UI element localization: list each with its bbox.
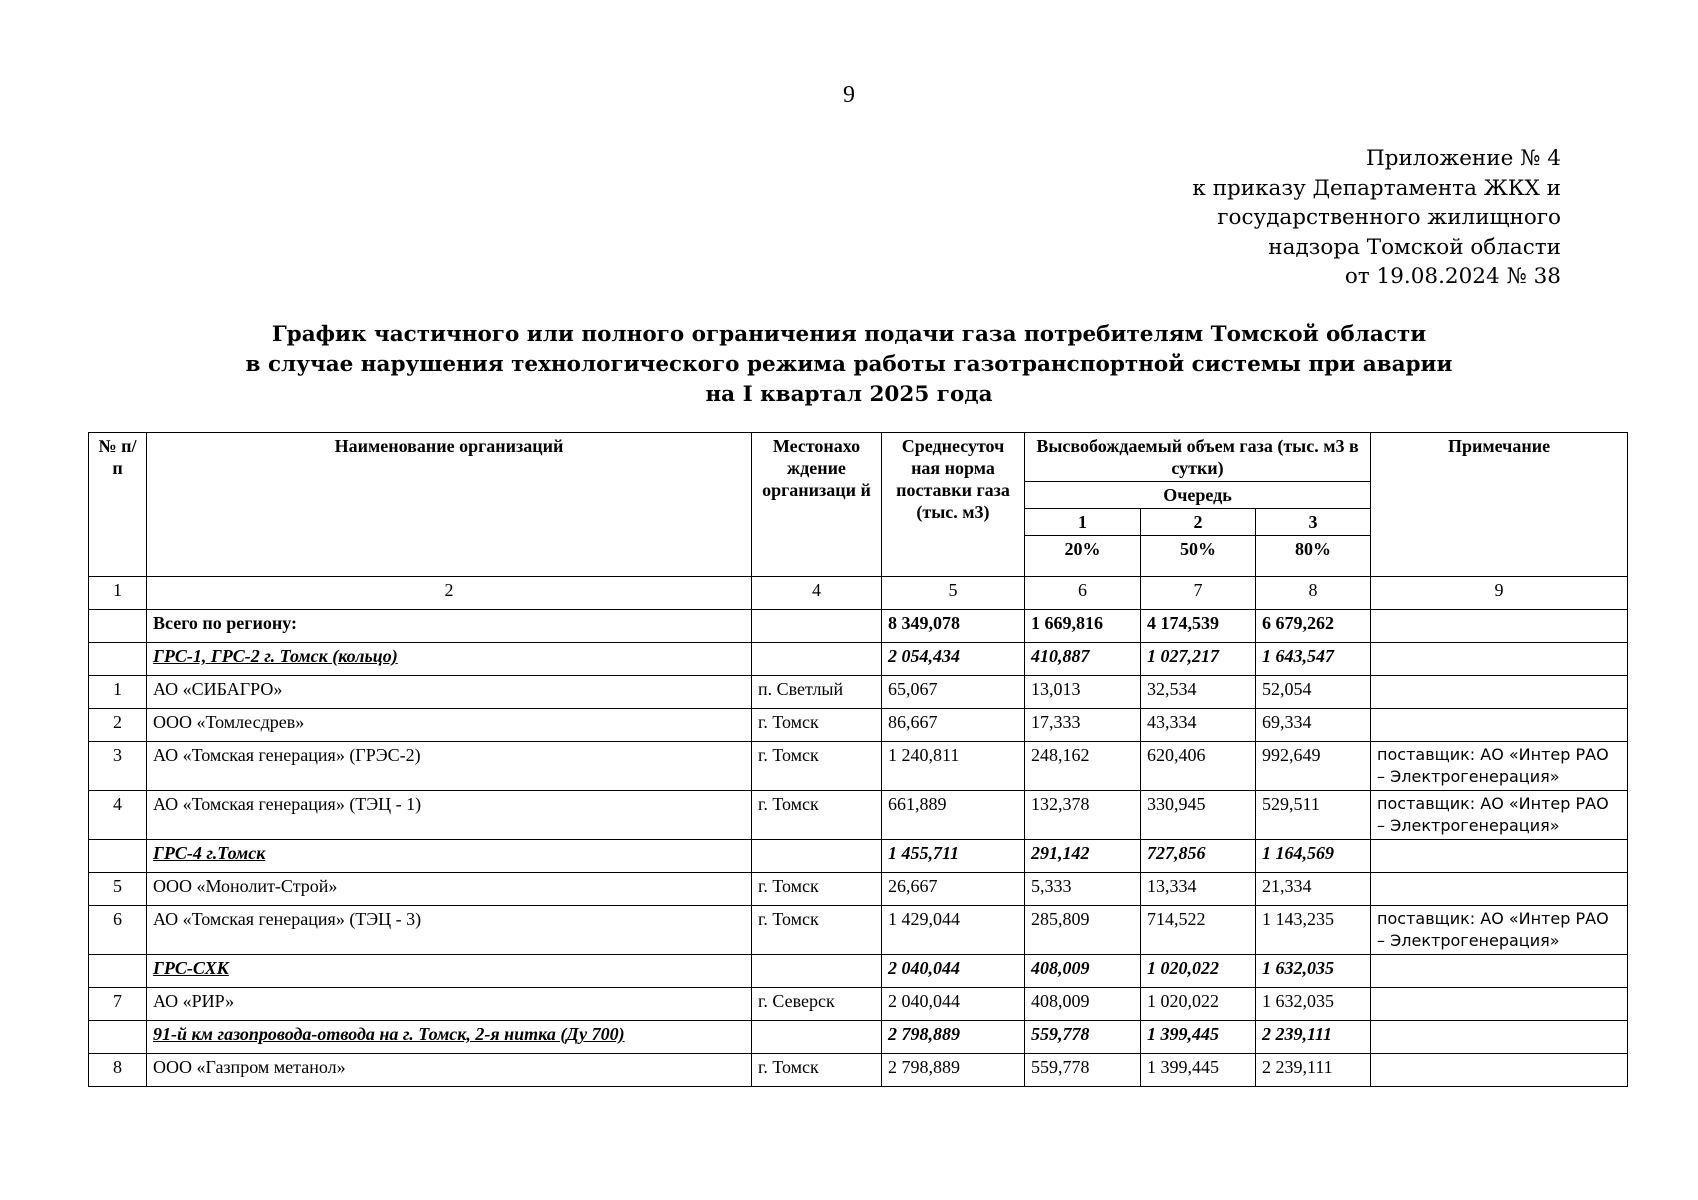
table-row xyxy=(89,988,1628,1021)
row-queue-1: 17,333 xyxy=(1025,709,1141,742)
total-queue-3: 6 679,262 xyxy=(1256,610,1371,643)
column-number: 8 xyxy=(1256,577,1371,610)
group-name: 91-й км газопровода-отвода на г. Томск, 2-я нитка (Ду 700) xyxy=(147,1021,752,1054)
group-note xyxy=(1371,1021,1628,1054)
table-row xyxy=(89,1054,1628,1087)
header-queue-3: 3 xyxy=(1256,509,1371,536)
document-title xyxy=(0,320,1698,410)
group-name: ГРС-4 г.Томск xyxy=(147,840,752,873)
column-number: 9 xyxy=(1371,577,1628,610)
group-queue-1: 291,142 xyxy=(1025,840,1141,873)
row-queue-2: 1 399,445 xyxy=(1141,1054,1256,1087)
table-row xyxy=(89,791,1628,840)
row-queue-2: 620,406 xyxy=(1141,742,1256,791)
row-num: 4 xyxy=(89,791,147,840)
group-num xyxy=(89,643,147,676)
group-queue-1: 408,009 xyxy=(1025,955,1141,988)
header-queue-2: 2 xyxy=(1141,509,1256,536)
group-location xyxy=(752,840,882,873)
row-location: г. Томск xyxy=(752,906,882,955)
title-line: на I квартал 2025 года xyxy=(705,382,993,407)
row-queue-1: 5,333 xyxy=(1025,873,1141,906)
group-num xyxy=(89,1021,147,1054)
group-row xyxy=(89,955,1628,988)
header-percent-2: 50% xyxy=(1141,536,1256,577)
row-queue-3: 21,334 xyxy=(1256,873,1371,906)
group-row xyxy=(89,643,1628,676)
group-note xyxy=(1371,840,1628,873)
row-queue-1: 408,009 xyxy=(1025,988,1141,1021)
row-note xyxy=(1371,1054,1628,1087)
row-norm: 661,889 xyxy=(882,791,1025,840)
group-queue-2: 1 027,217 xyxy=(1141,643,1256,676)
row-num: 8 xyxy=(89,1054,147,1087)
row-queue-3: 529,511 xyxy=(1256,791,1371,840)
header-percent-1: 20% xyxy=(1025,536,1141,577)
table-row xyxy=(89,906,1628,955)
header-note: Примечание xyxy=(1371,433,1628,577)
total-note xyxy=(1371,610,1628,643)
row-queue-2: 43,334 xyxy=(1141,709,1256,742)
column-number: 6 xyxy=(1025,577,1141,610)
table-row xyxy=(89,676,1628,709)
row-norm: 2 040,044 xyxy=(882,988,1025,1021)
row-note: поставщик: АО «Интер РАО – Электрогенерация» xyxy=(1371,906,1628,955)
header-num: № п/п xyxy=(89,433,147,577)
row-num: 6 xyxy=(89,906,147,955)
row-norm: 1 429,044 xyxy=(882,906,1025,955)
row-queue-2: 330,945 xyxy=(1141,791,1256,840)
row-norm: 86,667 xyxy=(882,709,1025,742)
total-num xyxy=(89,610,147,643)
total-queue-1: 1 669,816 xyxy=(1025,610,1141,643)
row-queue-3: 69,334 xyxy=(1256,709,1371,742)
row-location: г. Томск xyxy=(752,709,882,742)
row-org-name: АО «РИР» xyxy=(147,988,752,1021)
header-location: Местонахо ждение организаци й xyxy=(752,433,882,577)
row-queue-1: 132,378 xyxy=(1025,791,1141,840)
row-num: 5 xyxy=(89,873,147,906)
row-location: п. Светлый xyxy=(752,676,882,709)
row-org-name: АО «СИБАГРО» xyxy=(147,676,752,709)
group-note xyxy=(1371,643,1628,676)
total-queue-2: 4 174,539 xyxy=(1141,610,1256,643)
group-name: ГРС-СХК xyxy=(147,955,752,988)
appendix-line: государственного жилищного xyxy=(1217,205,1561,230)
group-queue-2: 1 399,445 xyxy=(1141,1021,1256,1054)
row-queue-2: 13,334 xyxy=(1141,873,1256,906)
row-org-name: ООО «Томлесдрев» xyxy=(147,709,752,742)
group-norm: 2 040,044 xyxy=(882,955,1025,988)
group-queue-3: 1 164,569 xyxy=(1256,840,1371,873)
row-queue-2: 714,522 xyxy=(1141,906,1256,955)
row-org-name: АО «Томская генерация» (ГРЭС-2) xyxy=(147,742,752,791)
column-numbers-row xyxy=(89,577,1628,610)
appendix-line: надзора Томской области xyxy=(1268,234,1561,260)
total-location xyxy=(752,610,882,643)
group-queue-3: 1 643,547 xyxy=(1256,643,1371,676)
row-queue-3: 1 143,235 xyxy=(1256,906,1371,955)
header-queue: Очередь xyxy=(1025,482,1371,509)
group-queue-3: 2 239,111 xyxy=(1256,1021,1371,1054)
group-norm: 1 455,711 xyxy=(882,840,1025,873)
column-number: 1 xyxy=(89,577,147,610)
row-queue-3: 992,649 xyxy=(1256,742,1371,791)
appendix-reference xyxy=(1192,144,1561,292)
appendix-line: к приказу Департамента ЖКХ и xyxy=(1192,175,1561,201)
row-queue-1: 285,809 xyxy=(1025,906,1141,955)
appendix-line: Приложение № 4 xyxy=(1365,146,1561,171)
group-norm: 2 798,889 xyxy=(882,1021,1025,1054)
table-row xyxy=(89,742,1628,791)
table-row xyxy=(89,709,1628,742)
row-num: 7 xyxy=(89,988,147,1021)
row-location: г. Томск xyxy=(752,742,882,791)
title-line: в случае нарушения технологического режима работы газотранспортной системы при аварии xyxy=(245,352,1453,377)
total-label: Всего по региону: xyxy=(147,610,752,643)
column-number: 4 xyxy=(752,577,882,610)
total-norm: 8 349,078 xyxy=(882,610,1025,643)
column-number: 7 xyxy=(1141,577,1256,610)
row-location: г. Томск xyxy=(752,1054,882,1087)
row-num: 2 xyxy=(89,709,147,742)
appendix-line: от 19.08.2024 № 38 xyxy=(1344,264,1561,289)
row-note: поставщик: АО «Интер РАО – Электрогенерация» xyxy=(1371,791,1628,840)
header-percent-3: 80% xyxy=(1256,536,1371,577)
header-released-volume: Высвобождаемый объем газа (тыс. м3 в сутки) xyxy=(1025,433,1371,482)
column-number: 5 xyxy=(882,577,1025,610)
row-location: г. Томск xyxy=(752,873,882,906)
row-queue-1: 559,778 xyxy=(1025,1054,1141,1087)
group-name: ГРС-1, ГРС-2 г. Томск (кольцо) xyxy=(147,643,752,676)
title-line: График частичного или полного ограничения подачи газа потребителям Томской области xyxy=(271,322,1427,347)
header-norm: Среднесуточ ная норма поставки газа (тыс. м3) xyxy=(882,433,1025,577)
row-note xyxy=(1371,676,1628,709)
group-row xyxy=(89,1021,1628,1054)
group-location xyxy=(752,955,882,988)
row-org-name: ООО «Газпром метанол» xyxy=(147,1054,752,1087)
group-norm: 2 054,434 xyxy=(882,643,1025,676)
group-queue-2: 727,856 xyxy=(1141,840,1256,873)
row-num: 3 xyxy=(89,742,147,791)
total-row xyxy=(89,610,1628,643)
row-note xyxy=(1371,709,1628,742)
row-note: поставщик: АО «Интер РАО – Электрогенерация» xyxy=(1371,742,1628,791)
row-num: 1 xyxy=(89,676,147,709)
row-norm: 65,067 xyxy=(882,676,1025,709)
row-queue-3: 52,054 xyxy=(1256,676,1371,709)
header-name: Наименование организаций xyxy=(147,433,752,577)
group-location xyxy=(752,643,882,676)
group-queue-2: 1 020,022 xyxy=(1141,955,1256,988)
row-queue-3: 2 239,111 xyxy=(1256,1054,1371,1087)
row-queue-3: 1 632,035 xyxy=(1256,988,1371,1021)
row-norm: 26,667 xyxy=(882,873,1025,906)
group-location xyxy=(752,1021,882,1054)
row-queue-1: 248,162 xyxy=(1025,742,1141,791)
row-queue-2: 32,534 xyxy=(1141,676,1256,709)
row-norm: 1 240,811 xyxy=(882,742,1025,791)
row-org-name: ООО «Монолит-Строй» xyxy=(147,873,752,906)
row-org-name: АО «Томская генерация» (ТЭЦ - 1) xyxy=(147,791,752,840)
header-queue-1: 1 xyxy=(1025,509,1141,536)
group-queue-1: 559,778 xyxy=(1025,1021,1141,1054)
row-queue-1: 13,013 xyxy=(1025,676,1141,709)
page-number: 9 xyxy=(843,82,855,108)
group-row xyxy=(89,840,1628,873)
group-num xyxy=(89,955,147,988)
row-norm: 2 798,889 xyxy=(882,1054,1025,1087)
group-queue-3: 1 632,035 xyxy=(1256,955,1371,988)
row-location: г. Томск xyxy=(752,791,882,840)
row-note xyxy=(1371,873,1628,906)
gas-restriction-table xyxy=(88,432,1628,1087)
row-queue-2: 1 020,022 xyxy=(1141,988,1256,1021)
row-org-name: АО «Томская генерация» (ТЭЦ - 3) xyxy=(147,906,752,955)
row-location: г. Северск xyxy=(752,988,882,1021)
table-row xyxy=(89,873,1628,906)
group-note xyxy=(1371,955,1628,988)
group-num xyxy=(89,840,147,873)
group-queue-1: 410,887 xyxy=(1025,643,1141,676)
row-note xyxy=(1371,988,1628,1021)
column-number: 2 xyxy=(147,577,752,610)
